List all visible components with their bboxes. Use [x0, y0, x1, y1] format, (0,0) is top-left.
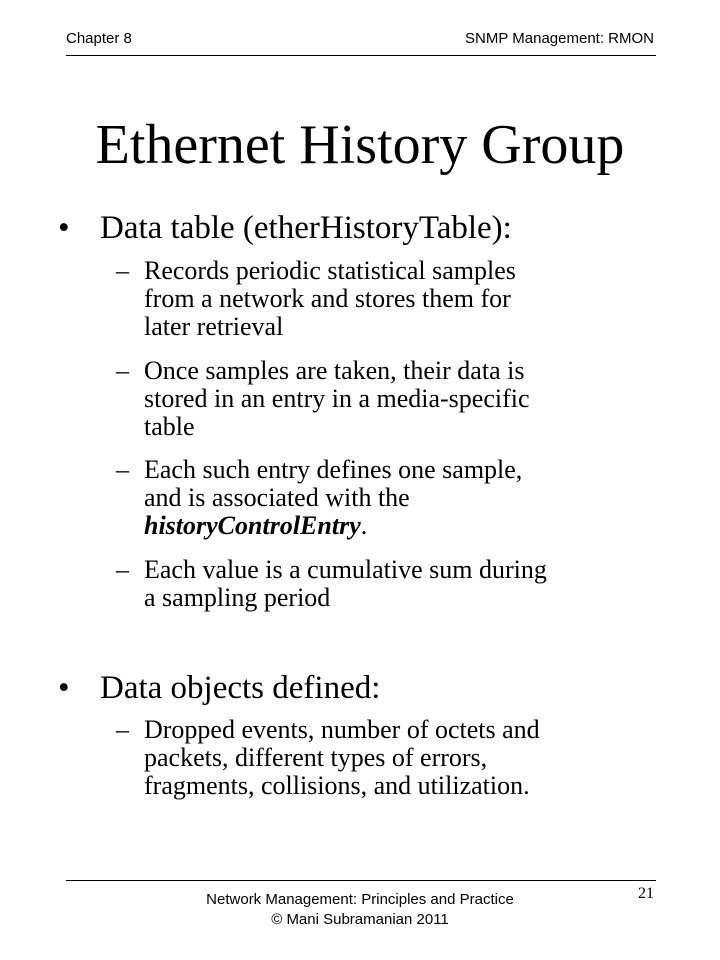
sub-bullet-line: later retrieval: [144, 312, 284, 341]
footer-divider: [66, 880, 656, 881]
sub-bullet-line: Each value is a cumulative sum during: [144, 555, 547, 584]
bullet-text: Data table (etherHistoryTable):: [100, 210, 512, 246]
sub-bullet-line: fragments, collisions, and utilization.: [144, 771, 530, 800]
sub-bullet-line: packets, different types of errors,: [144, 743, 488, 772]
header-divider: [66, 55, 656, 56]
dash-marker: –: [116, 715, 129, 744]
bullet-marker: •: [58, 670, 70, 706]
sub-bullet-line: Dropped events, number of octets and: [144, 715, 540, 744]
dash-marker: –: [116, 256, 129, 285]
bullet-marker: •: [58, 210, 70, 246]
topic-label: SNMP Management: RMON: [465, 30, 654, 47]
sub-bullet-line: from a network and stores them for: [144, 284, 511, 313]
dash-marker: –: [116, 455, 129, 484]
dash-marker: –: [116, 555, 129, 584]
sub-bullet-line: table: [144, 412, 195, 441]
dash-marker: –: [116, 356, 129, 385]
bullet-text: Data objects defined:: [100, 670, 381, 706]
term-suffix: .: [360, 511, 368, 540]
chapter-label: Chapter 8: [66, 30, 132, 47]
sub-bullet-line: Each such entry defines one sample,: [144, 455, 523, 484]
sub-bullet-line: Records periodic statistical samples: [144, 256, 516, 285]
sub-bullet-line-italic: [144, 512, 664, 540]
page-number: 21: [638, 885, 654, 902]
sub-bullet-line: stored in an entry in a media-specific: [144, 384, 530, 413]
italic-term: historyControlEntry: [144, 511, 361, 540]
slide-title: Ethernet History Group: [95, 114, 625, 176]
sub-bullet-line: Once samples are taken, their data is: [144, 356, 525, 385]
footer-copyright: © Mani Subramanian 2011: [271, 911, 449, 928]
sub-bullet-line: a sampling period: [144, 583, 331, 612]
sub-bullet-line: and is associated with the: [144, 483, 410, 512]
footer-book-title: Network Management: Principles and Practice: [206, 891, 514, 908]
